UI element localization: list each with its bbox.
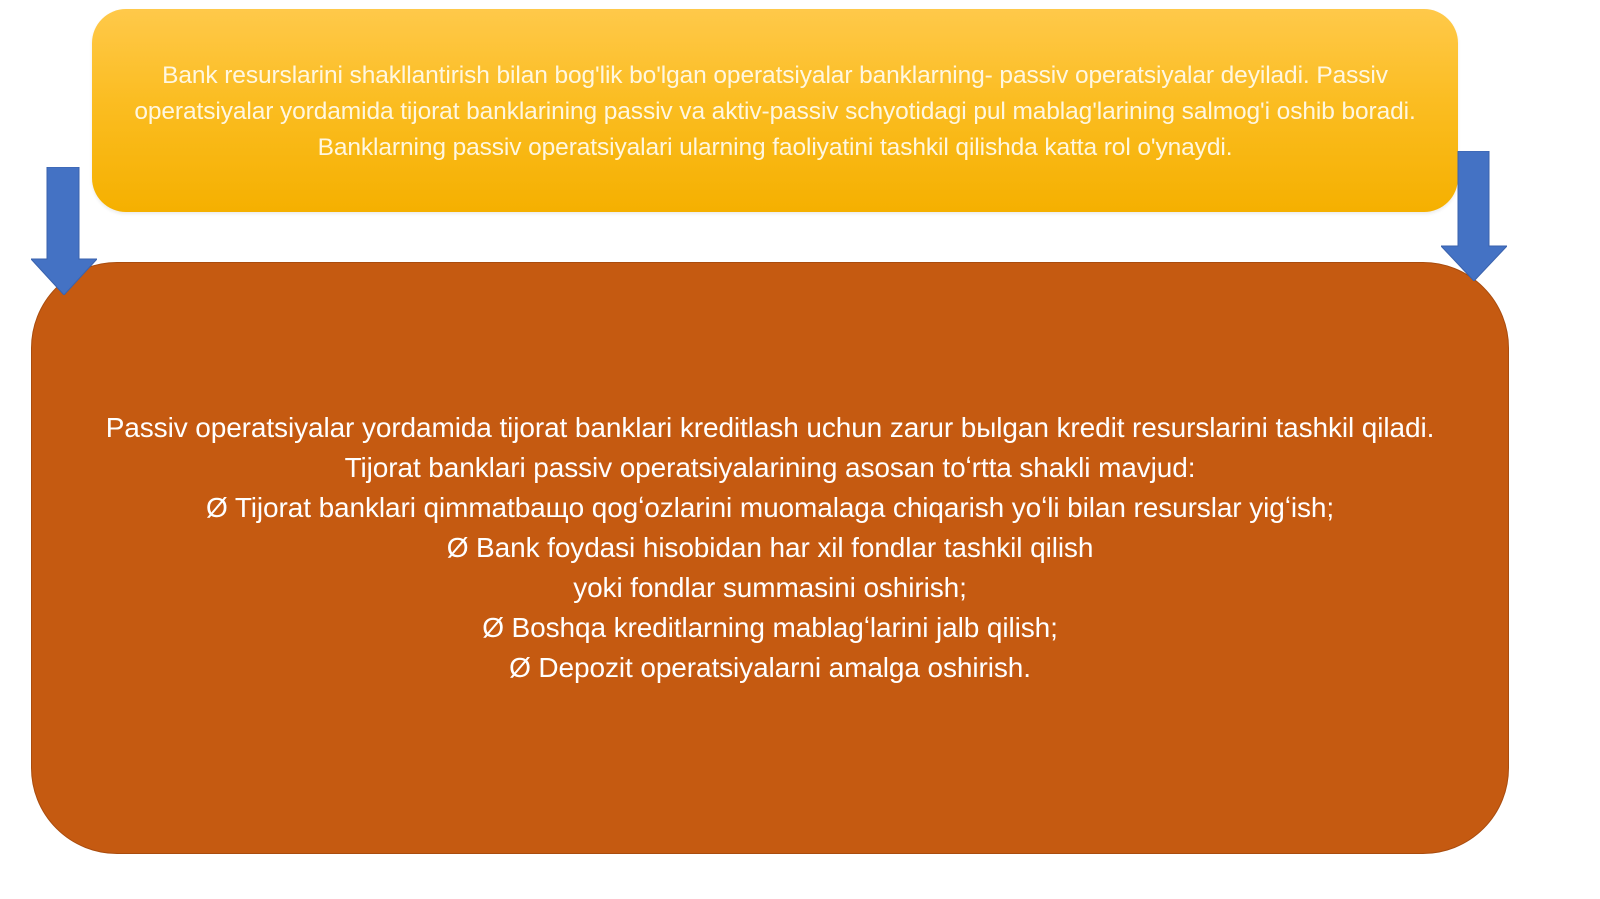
details-item-credits: Ø Boshqa kreditlarning mablagʻlarini jalb qilish;	[482, 612, 1058, 643]
details-item-funds-cont: yoki fondlar summasini oshirish;	[573, 572, 967, 603]
details-item-deposits: Ø Depozit operatsiyalarni amalga oshirish.	[509, 652, 1031, 683]
right-arrow-shape	[1441, 151, 1507, 281]
definition-text: Bank resurslarini shakllantirish bilan bog'lik bo'lgan operatsiyalar banklarning- passiv operatsiyalar deyiladi. Passiv operatsiyalar yordamida tijorat banklarining passiv va aktiv-passiv schyotidagi pul mablag'larining salmog'i oshib boradi. Banklarning passiv operatsiyalari ularning faoliyatini tashkil qilishda katta rol o'ynaydi.	[134, 61, 1416, 161]
arrow-down-icon	[31, 167, 97, 295]
details-box	[31, 262, 1509, 854]
definition-box	[92, 9, 1458, 212]
details-intro: Passiv operatsiyalar yordamida tijorat banklari kreditlash uchun zarur bыlgan kredit resurslarini tashkil qiladi.	[105, 412, 1435, 443]
arrow-down-icon	[1441, 151, 1507, 281]
left-arrow-shape	[31, 167, 97, 295]
details-forms-heading: Tijorat banklari passiv operatsiyalarining asosan toʻrtta shakli mavjud:	[344, 452, 1196, 483]
details-item-securities: Ø Tijorat banklari qimmatbaщo qogʻozlarini muomalaga chiqarish yoʻli bilan resurslar yigʻish;	[205, 492, 1334, 523]
details-item-funds: Ø Bank foydasi hisobidan har xil fondlar tashkil qilish	[446, 532, 1094, 563]
